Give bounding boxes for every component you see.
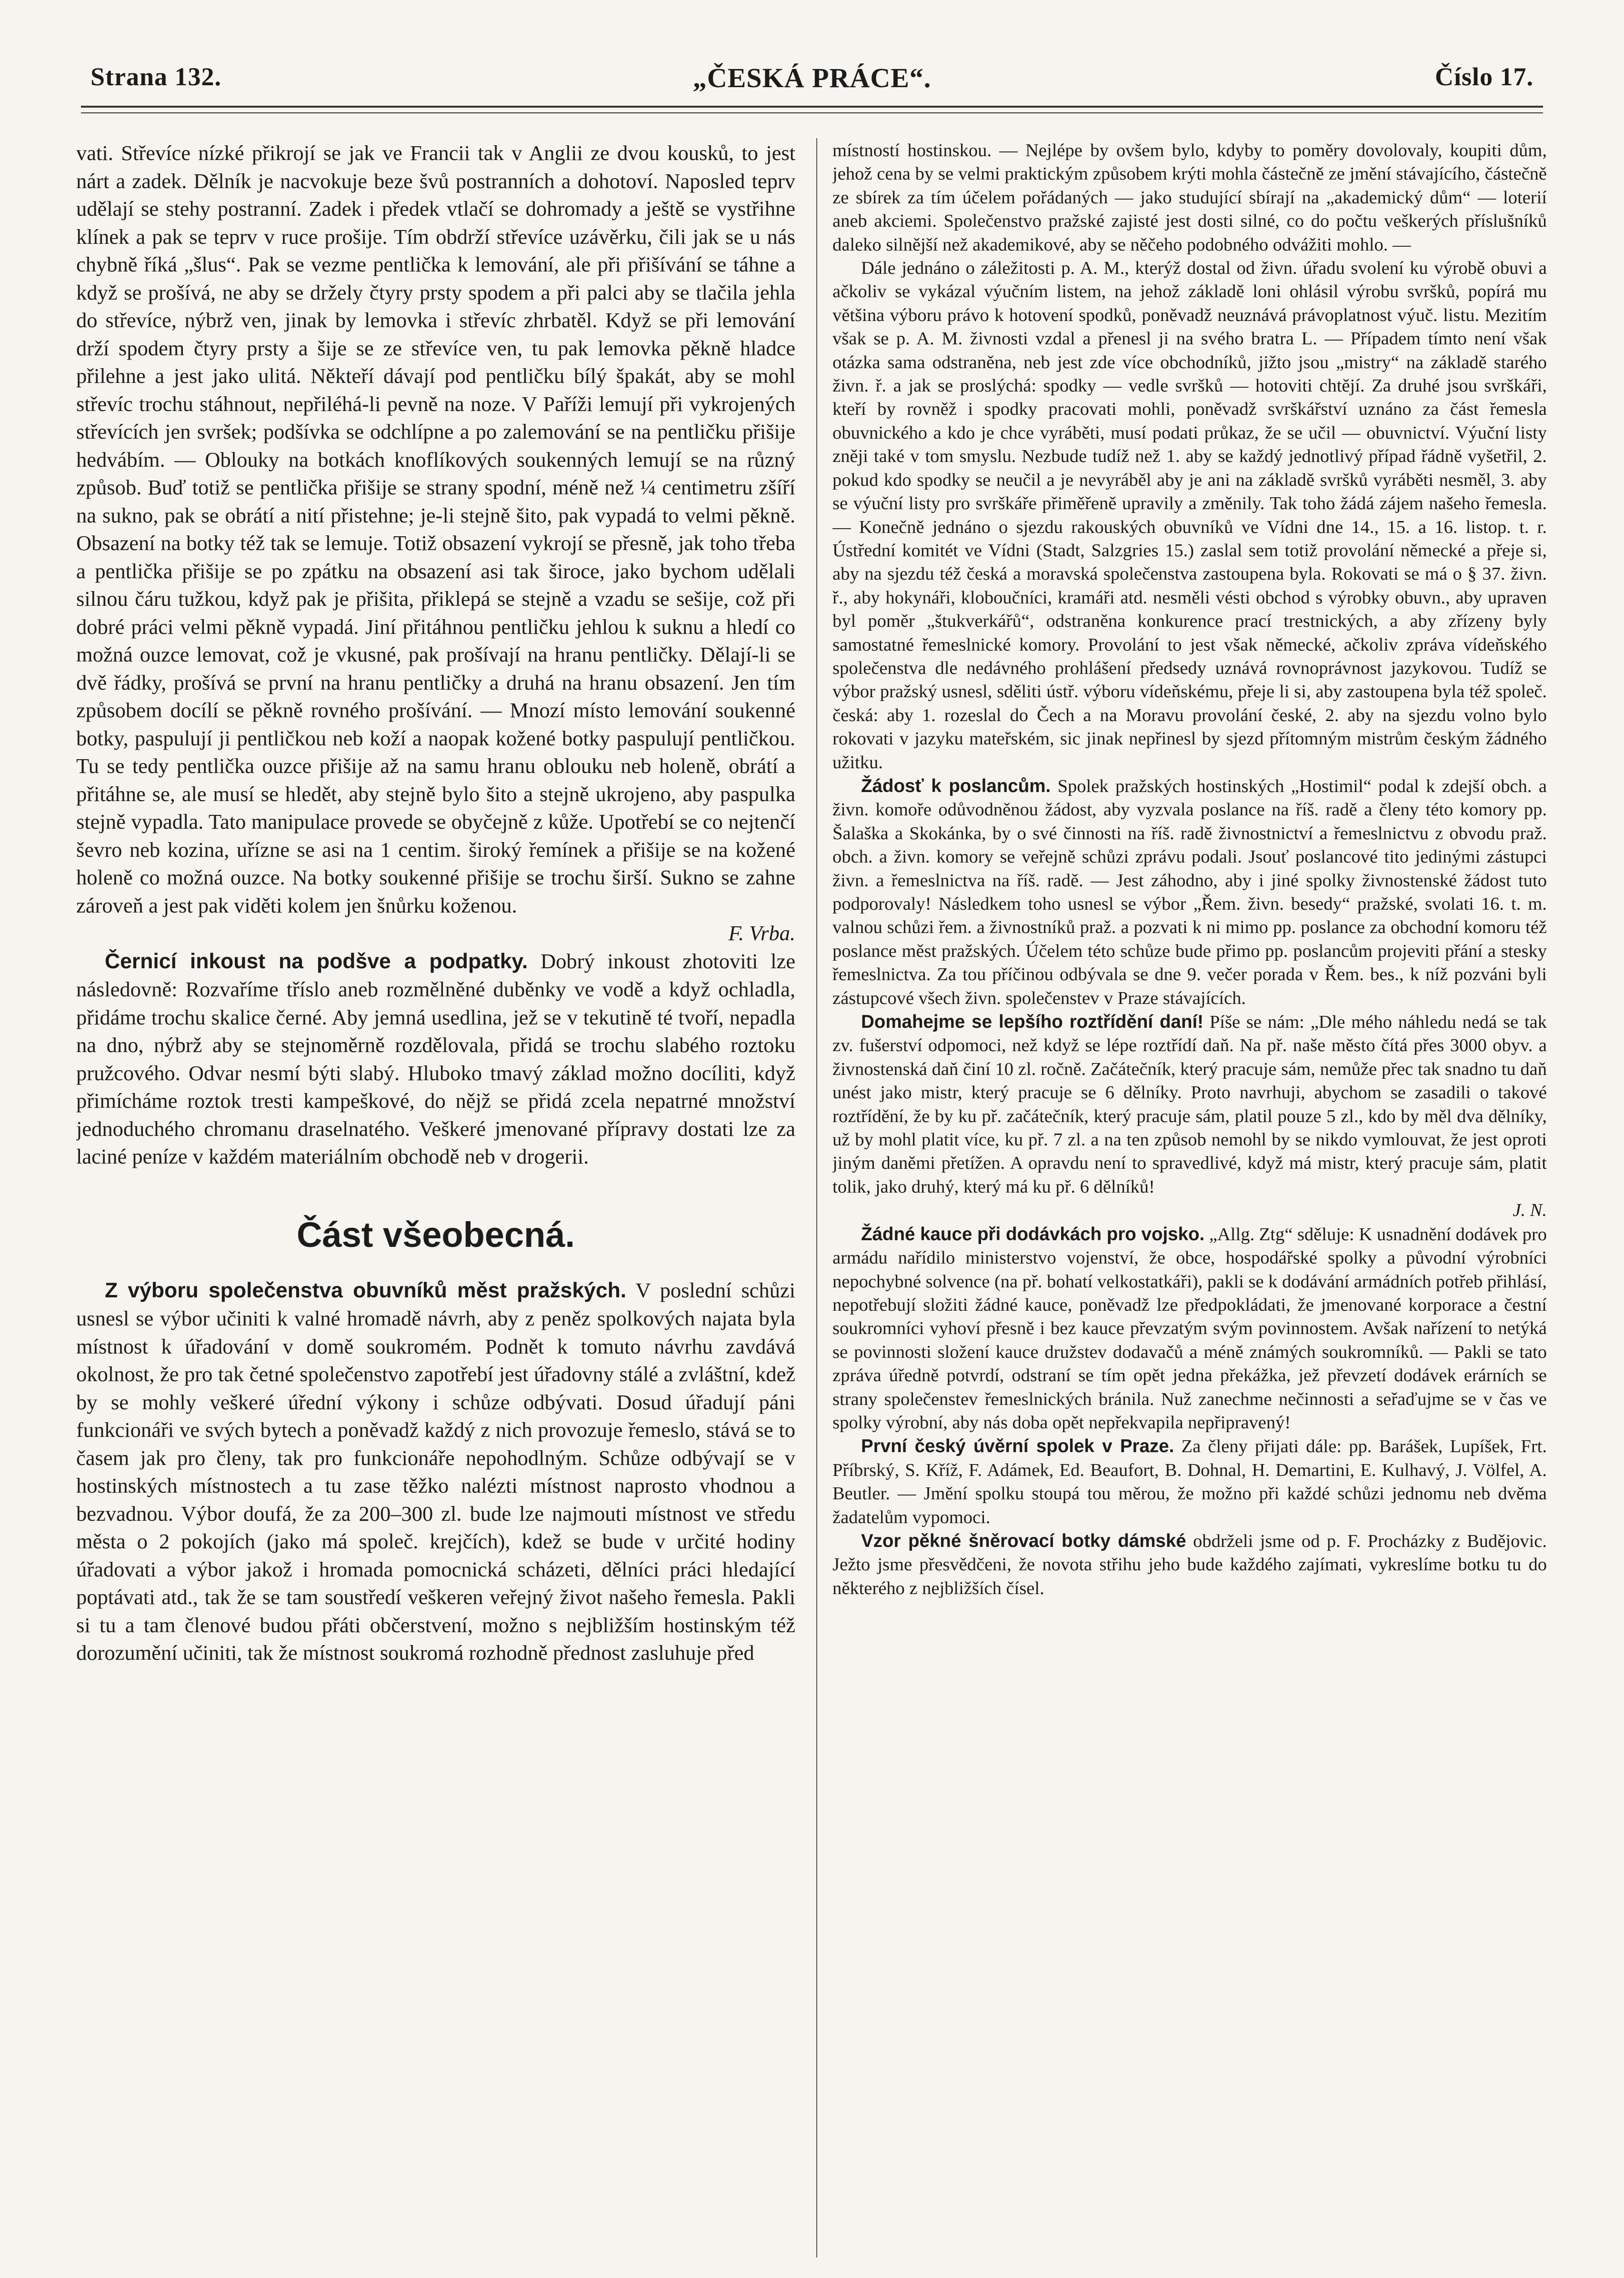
article-petition-heading: Žádosť k poslancům. [861, 775, 1051, 796]
header-rule [81, 106, 1543, 108]
page-header [90, 62, 1534, 105]
article-taxes [832, 1010, 1547, 1199]
left-column [76, 139, 795, 2254]
article-credit-union [832, 1435, 1547, 1529]
section-title: Část všeobecná. [296, 1214, 575, 1254]
article-taxes-heading: Domahejme se lepšího roztřídění daní! [861, 1012, 1203, 1033]
article-petition [832, 774, 1547, 1010]
article-committee-continued: místností hostinskou. — Nejlépe by ovšem bylo, kdyby to poměry dovolovaly, koupiti dům, jehož cena by se velmi praktickým způsobem krýti mohla částečně ze jmění stávajícího, částečně ze sbírek za tím účelem pořádaných — jako studující sbírají na „akademický dům“ — loterií aneb akciemi. Společenstvo pražské zajisté jest dosti silné, co do počtu veškerých příslušníků daleko silnější než akademikové, aby se něčeho podobného odvážiti mohlo. — [832, 140, 1547, 255]
article-boot-pattern-body: obdrželi jsme od p. F. Procházky z Budějovic. Ježto jsme přesvědčeni, že novota střihu jeho bude každého zajímati, vykreslíme botku tu do některého z nejbližších čísel. [832, 1531, 1547, 1598]
article-ink-body: Dobrý inkoust zhotoviti lze následovně: Rozvaříme tříslo aneb rozmělněné duběnky ve vodě a když ochladla, přidáme trochu skalice černé. Aby jemná usedlina, jež se v tekutině té tvoří, nepadla na dno, nýbrž aby se stejnoměrně rozdělovala, přidá se trochu slabého roztoku pružcového. Odvar nesmí býti slabý. Hluboko tmavý základ možno docíliti, když přimícháme roztok tresti kampeškové, do nějž se přidá zcela nepatrné množství jednoduchého chromanu draselnatého. Veškeré jmenované přípravy dostati lze za laciné peníze v každém materiálním obchodě neb v drogerii. [76, 949, 795, 1168]
article-ink [76, 947, 795, 1171]
article-credit-union-body: Za členy přijati dále: pp. Barášek, Lupíšek, Frt. Příbrský, S. Kříž, F. Adámek, Ed. Beaufort, B. Dohnal, H. Demartini, E. Kulhavý, J. Völfel, A. Beutler. — Jmění spolku stoupá tou měrou, že možno při každé schůzi jednomu neb dvěma žadatelům vypomoci. [832, 1436, 1547, 1527]
article-credit-union-heading: První český úvěrní spolek v Praze. [861, 1436, 1174, 1457]
column-divider [816, 138, 817, 2258]
article-committee-heading: Z výboru společenstva obuvníků měst pražských. [105, 1278, 627, 1302]
article-deposits-body: „Allg. Ztg“ sděluje: K usnadnění dodávek pro armádu nařídilo ministerstvo vojenství, že obce, hospodářské spolky a původní výrobníci nepochybné solvence (na př. bohatí velkostatkáři), pakli se k dodávání armádních potřeb přihlásí, nepotřebují složiti žádné kauce, poněvadž lze předpokládati, že jmenované korporace a čestní soukromníci vyhoví přesně i bez kauce převzatým svým povinnostem. Avšak nařízení to netýká se povinnosti složení kauce družstev dodavačů a méně známých soukromníků. — Pakli se tato zpráva úředně potvrdí, odstraní se tím opět jedna překážka, jež převzetí dodávek erárních se strany společenstev řemeslnických bránila. Nuž zanechme nečinnosti a seřaďujme se v čas ve spolky výrobní, aby nás doba opět nepřekvapila nepřipravený! [832, 1224, 1547, 1433]
right-column [832, 139, 1547, 2254]
issue-number: Číslo 17. [1434, 62, 1534, 91]
article-shoes-continued: vati. Střevíce nízké přikrojí se jak ve Francii tak v Anglii ze dvou kousků, to jest nárt a zadek. Dělník je nacvokuje beze švů postranních a dohotoví. Naposled teprv udělají se stehy postranní. Zadek i předek vtlačí se dohromady a ještě se vystřihne klínek a pak se teprv v ruce prošije. Tím obdrží střevíce uzávěrku, čili jak se u nás chybně říká „šlus“. Pak se vezme pentlička k lemování, ale při přišívání se táhne a když se prošívá, ne aby se držely čtyry prsty spodem a při palci aby se tlačila jehla do střevíce, nýbrž ven, jinak by lemovka i střevíc zhrbatěl. Když se při lemování drží spodem čtyry prsty a šije se ze střevíce ven, tu pak lemovka pěkně hladce přilehne a jest jako ulitá. Někteří dávají pod pentličku bílý špakát, aby se mohl střevíc trochu stáhnout, nepřiléhá-li pevně na noze. V Paříži lemují při vykrojených střevících jen svršek; podšívka se odchlípne a po zalemování se na pentličku přišije hedvábím. — Oblouky na botkách knoflíkových soukenných lemují se na různý způsob. Buď totiž se pentlička přišije se strany spodní, méně než ¼ centimetru zšíří na sukno, pak se obrátí a nití přistehne; je-li stejně šito, pak vypadá to velmi pěkně. Obsazení na botky též tak se lemuje. Totiž obsazení vykrojí se přesně, jak toho třeba a pentlička přišije se po zpátku na obsazení asi tak široce, jako bychom udělali silnou čáru tužkou, když pak je přišita, přiklepá se stejně a vzadu se sešije, což při dobré práci velmi pěkně vypadá. Jiní přitáhnou pentličku jehlou k suknu a hledí co možná ouzce lemovat, což je vkusné, pak prošívají na hranu pentličky. Dělají-li se dvě řádky, prošívá se první na hranu pentličky a druhá na hranu obsazení. Jen tím způsobem docílí se pěkně rovného prošívání. — Mnozí místo lemování soukenné botky, paspulují ji pentličkou neb koží a naopak kožené botky paspulují pentličkou. Tu se tedy pentlička ouzce přišije až na samu hranu oblouku neb holeně, obrátí a přitáhne se, ale musí se hledět, aby stejně bylo šito a stejně ukrojeno, aby paspulka stejně vypadla. Tato manipulace provede se obyčejně z kůže. Upotřebí se co nejtenčí ševro neb kozina, uřízne se asi na 1 centim. široký řemínek a přišije se na kožené holeně co možná ouzce. Na botky soukenné přišije se trochu širší. Sukno se zahne zároveň a jest pak viděti kolem jen šnůrku koženou. [76, 141, 795, 917]
article-am-case: Dále jednáno o záležitosti p. A. M., kterýž dostal od živn. úřadu svolení ku výrobě obuvi a ačkoliv se vykázal výučním listem, na jehož základě loni ohlásil výrobu svršků, popírá mu většina výboru právo k hotovení spodků, poněvadž neuznává právoplatnost výuč. listu. Mezitím však se p. A. M. živnosti vzdal a přenesl ji na svého bratra L. — Případem tímto není však otázka sama odstraněna, neb jest zde více obchodníků, jižto jsou „mistry“ na základě starého živn. ř. a jak se proslýchá: spodky — vedle svršků — hotoviti chtějí. Za druhé jsou svrškáři, kteří by rovněž i spodky pracovati mohli, poněvadž svrškářství uznáno za část řemesla obuvnického a kdo je chce vyráběti, musí podati průkaz, že se učil — obuvnictví. Výuční listy zněji také v tom smyslu. Nezbude tudíž než 1. aby se každý jednotlivý případ řádně vyšetřil, 2. pokud kdo spodky se neučil a je nevyráběl aby je ani na základě svršků vyráběti nesměl, 3. aby se výuční listy pro svrškáře přiměřeně upravily a změnily. Tak toho žádá zájem našeho řemesla. — Konečně jednáno o sjezdu rakouských obuvníků ve Vídni dne 14., 15. a 16. listop. t. r. Ústřední komitét ve Vídni (Stadt, Salzgries 15.) zaslal sem totiž provolání německé a přeje si, aby na sjezdu též česká a moravská společenstva zastoupena byla. Rokovati se má o § 37. živn. ř., aby hokynáři, kloboučníci, kramáři atd. nesměli vésti obchod s výrobky obuvn., aby upraven byl poměr „štukverkářů“, odstraněna konkurence prací trestnických, a aby zřízeny byly samostatné řemeslnické komory. Provolání to jest však německé, ačkoliv zpráva vídeňského společenstva dle nedávného prohlášení předsedy uznává rovnoprávnost jazykovou. Tudíž se výbor pražský usnesl, sděliti ústř. výboru vídeňskému, přeje li si, aby zastoupena byla též společ. česká: aby 1. rozeslal do Čech a na Moravu provolání české, 2. aby na sjezdu volno bylo rokovati v jazyku mateřském, sic jinak nepřinesl by sjezd přítomným mistrům českým žádného užitku. [832, 258, 1547, 773]
article-committee [76, 1276, 795, 1667]
taxes-signature: J. N. [1513, 1200, 1547, 1221]
article-committee-body: V poslední schůzi usnesl se výbor učiniti k valné hromadě návrh, aby z peněz spolkových najata byla místnost k úřadování v domě soukromém. Podnět k tomuto návrhu zavdává okolnost, že pro tak četné společenstvo zapotřebí jest úřadovny stálé a zvláštní, kdež by se mohly veškeré úřední výkony i schůze odbývati. Dosud úřadují páni funkcionáři ve svých bytech a poněvadž každý z nich provozuje řemeslo, stává se to časem jak pro členy, tak pro funkcionáře nepohodlným. Schůze odbývají se v hostinských místnostech a tu zase těžko nalézti místnost naprosto vhodnou a bezvadnou. Výbor doufá, že za 200–300 zl. bude lze najmouti místnost ve středu města o 2 pokojích (jako má společ. krejčích), kdež se bude v určité hodiny úřadovati a výbor jakož i hromada pomocnická scházeti, dělníci práci hledající poptávati atd., tak že se tam soustředí veškeren veřejný život našeho řemesla. Pakli si tu a tam členové budou přáti občerstvení, možno s nejbližším hostinským též dorozumění učiniti, tak že místnost soukromá rozhodně přednost zasluhuje před [76, 1278, 795, 1665]
article-petition-body: Spolek pražských hostinských „Hostimil“ podal k zdejší obch. a živn. komoře odůvodněnou žádost, aby vyzvala poslance na říš. radě a členy této komory pp. Šalaška a Skokánka, by o své činnosti na říš. radě živnostnictví a řemeslnictvu z obvodu praž. obch. a živn. komory se veřejně schůzi zprávu podali. Jsouť poslancové tito jedinými zástupci živn. a řemeslnictva na říš. radě. — Jest záhodno, aby i jiné spolky živnostenské žádost tuto podporovaly! Následkem toho usnesl se výbor „Řem. živn. besedy“ pražské, svolati 16. t. m. valnou schůzi řem. a živnostníků praž. a pozvati k ni mimo pp. poslance za obchodní komoru též poslance měst pražských. Účelem této schůze bude přimo pp. poslancům projeviti přání a stesky řemeslnictva. Za tou příčinou odbývala se dne 9. večer porada v Řem. bes., k níž pozváni byli zástupcové všech živn. společenstev v Praze stávajících. [832, 776, 1547, 1008]
newspaper-title: „ČESKÁ PRÁCE“. [692, 62, 932, 93]
header-rule-thin [81, 112, 1543, 113]
page-number: Strana 132. [90, 62, 222, 91]
article-boot-pattern [832, 1529, 1547, 1600]
article-ink-heading: Černicí inkoust na podšve a podpatky. [105, 949, 528, 973]
article-deposits [832, 1223, 1547, 1435]
article-deposits-heading: Žádné kauce při dodávkách pro vojsko. [861, 1224, 1205, 1244]
article-taxes-body: Píše se nám: „Dle mého náhledu nedá se tak zv. fušerství odpomoci, než když se lépe roztřídí daň. Na př. naše město čítá přes 3000 obyv. a živnostenská daň činí 10 zl. ročně. Začátečník, který pracuje sám, nemůže přec tak snadno tu daň unést jako mistr, který pracuje se 6 dělníky. Proto navrhuji, abychom se zasadili o takové roztřídění, že by ku př. začátečník, který pracuje sám, platil pouze 5 zl., kdo by měl dva dělníky, už by mohl platit více, ku př. 7 zl. a na ten způsob nemohl by se nikdo vymlouvat, že jest oproti jiným daněmi přetížen. A opravdu není to spravedlivé, když má mistr, který pracuje sám, platit tolik, jako druhý, který má ku př. 6 dělníků! [832, 1012, 1547, 1197]
author-signature: F. Vrba. [728, 921, 795, 945]
article-boot-pattern-heading: Vzor pěkné šněrovací botky dámské [861, 1530, 1186, 1551]
